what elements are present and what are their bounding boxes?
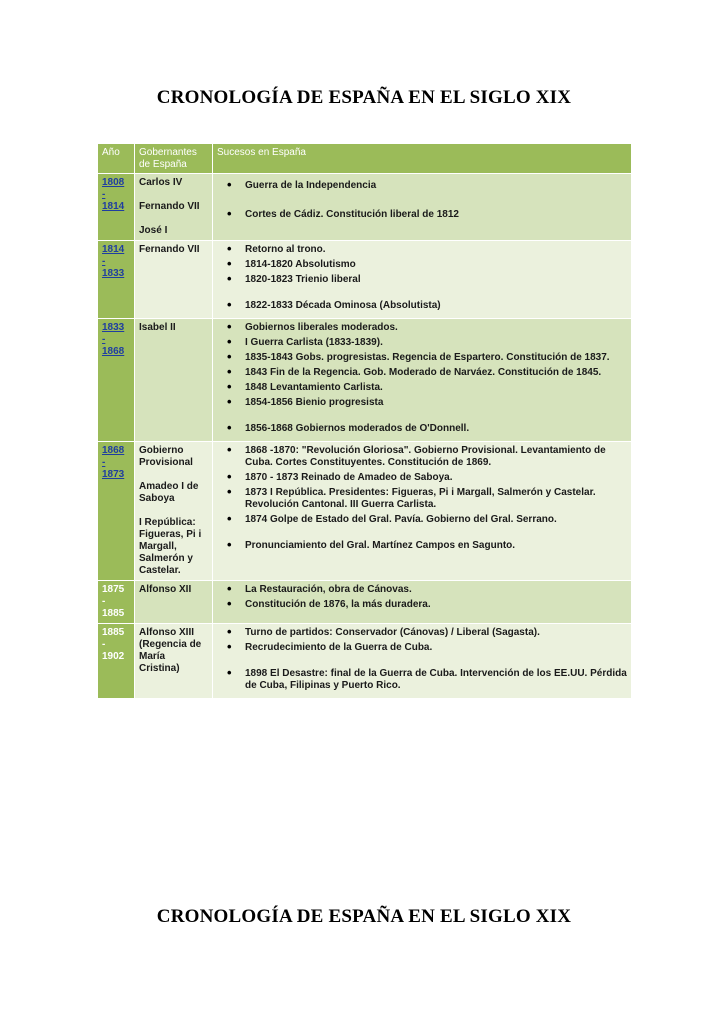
table-row [98, 581, 632, 624]
table-row [98, 624, 632, 699]
year-cell [98, 319, 135, 442]
table-row [98, 442, 632, 581]
event-item: • 1814-1820 Absolutismo [217, 259, 627, 271]
ruler-name: Gobierno Provisional [139, 445, 193, 468]
rulers-cell [135, 174, 213, 241]
event-item: • 1820-1823 Trienio liberal [217, 274, 627, 286]
event-item: • Turno de partidos: Conservador (Cánovas) / Liberal (Sagasta). [217, 627, 627, 639]
ruler-name: José I [139, 225, 168, 236]
year-cell: 1875 - 1885 [98, 581, 135, 624]
events-cell [213, 174, 632, 241]
event-item: • 1898 El Desastre: final de la Guerra de Cuba. Intervención de los EE.UU. Pérdida de Cuba, Filipinas y Puerto Rico. [217, 668, 627, 692]
year-link[interactable]: 1868 - 1873 [102, 445, 125, 480]
rulers-cell [135, 442, 213, 581]
year-cell [98, 174, 135, 241]
event-item: • Guerra de la Independencia [217, 180, 627, 192]
rulers-cell [135, 581, 213, 624]
ruler-name: Fernando VII [139, 244, 200, 255]
header-rulers: Gobernantes de España [135, 144, 213, 174]
ruler-name: Alfonso XII [139, 584, 192, 595]
rulers-cell [135, 319, 213, 442]
year-link[interactable]: 1808 - 1814 [102, 177, 125, 212]
year-cell: 1885 - 1902 [98, 624, 135, 699]
table-row [98, 241, 632, 319]
year-link[interactable]: 1833 - 1868 [102, 322, 125, 357]
event-item: • Retorno al trono. [217, 244, 627, 256]
event-item: • 1873 I República. Presidentes: Figueras, Pi i Margall, Salmerón y Castelar. Revolución Cantonal. III Guerra Carlista. [217, 487, 627, 511]
event-item: • 1854-1856 Bienio progresista [217, 397, 627, 409]
ruler-name: I República: Figueras, Pi i Margall, Salmerón y Castelar. [139, 517, 202, 576]
event-item: • Recrudecimiento de la Guerra de Cuba. [217, 642, 627, 654]
event-item: • 1848 Levantamiento Carlista. [217, 382, 627, 394]
event-item: • 1870 - 1873 Reinado de Amadeo de Saboya. [217, 472, 627, 484]
event-item: • Pronunciamiento del Gral. Martínez Campos en Sagunto. [217, 540, 627, 552]
ruler-name: Fernando VII [139, 201, 200, 212]
event-item: • 1874 Golpe de Estado del Gral. Pavía. Gobierno del Gral. Serrano. [217, 514, 627, 526]
year-cell [98, 241, 135, 319]
events-cell [213, 624, 632, 699]
table-row [98, 319, 632, 442]
event-item: • 1843 Fin de la Regencia. Gob. Moderado de Narváez. Constitución de 1845. [217, 367, 627, 379]
ruler-name: Carlos IV [139, 177, 183, 188]
events-cell [213, 241, 632, 319]
year-cell [98, 442, 135, 581]
event-item: • I Guerra Carlista (1833-1839). [217, 337, 627, 349]
ruler-name: Alfonso XIII (Regencia de María Cristina) [139, 627, 202, 674]
rulers-cell [135, 624, 213, 699]
event-item: • 1868 -1870: "Revolución Gloriosa". Gobierno Provisional. Levantamiento de Cuba. Cortes Constituyentes. Constitución de 1869. [217, 445, 627, 469]
header-events: Sucesos en España [213, 144, 632, 174]
event-item: • 1835-1843 Gobs. progresistas. Regencia de Espartero. Constitución de 1837. [217, 352, 627, 364]
event-item: • La Restauración, obra de Cánovas. [217, 584, 627, 596]
event-item: • 1822-1833 Década Ominosa (Absolutista) [217, 300, 627, 312]
events-cell [213, 319, 632, 442]
ruler-name: Amadeo I de Saboya [139, 481, 199, 504]
header-year: Año [98, 144, 135, 174]
rulers-cell [135, 241, 213, 319]
year-link[interactable]: 1814 - 1833 [102, 244, 125, 279]
table-header-row [98, 144, 632, 174]
event-item: • 1856-1868 Gobiernos moderados de O'Donnell. [217, 423, 627, 435]
ruler-name: Isabel II [139, 322, 176, 333]
events-cell [213, 581, 632, 624]
event-item: • Constitución de 1876, la más duradera. [217, 599, 627, 611]
event-item: • Cortes de Cádiz. Constitución liberal de 1812 [217, 209, 627, 221]
event-item: • Gobiernos liberales moderados. [217, 322, 627, 334]
chronology-table [97, 143, 632, 699]
table-row [98, 174, 632, 241]
events-cell [213, 442, 632, 581]
page-title: CRONOLOGÍA DE ESPAÑA EN EL SIGLO XIX [156, 87, 572, 108]
page-title-repeat: CRONOLOGÍA DE ESPAÑA EN EL SIGLO XIX [156, 906, 572, 927]
